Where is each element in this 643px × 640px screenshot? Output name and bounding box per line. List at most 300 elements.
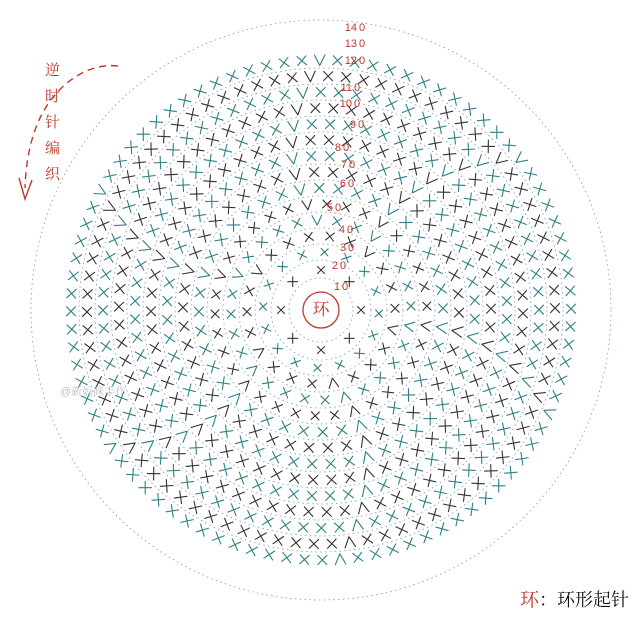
stitch-x (235, 172, 247, 184)
stitch-x (221, 518, 233, 530)
stitch-x (386, 282, 396, 292)
stitch-x (253, 129, 265, 141)
stitch-increase (481, 339, 494, 352)
stitch-x (150, 116, 163, 129)
stitch-increase (532, 389, 546, 403)
stitch-x (408, 357, 419, 368)
stitch-x (269, 157, 280, 168)
stitch-x (411, 444, 424, 457)
stitch-x (127, 468, 140, 481)
stitch-x (190, 166, 203, 179)
stitch-x (233, 488, 245, 500)
stitch-x (527, 358, 538, 369)
stitch-increase (93, 184, 108, 199)
stitch-x (236, 436, 248, 448)
stitch-x (145, 143, 158, 156)
stitch-x (449, 475, 462, 488)
stitch-x (436, 398, 449, 411)
stitch-x (304, 232, 313, 241)
stitch-x (371, 287, 380, 296)
stitch-x (279, 421, 290, 432)
stitch-x (200, 344, 211, 355)
legend-key: 环 (519, 590, 539, 611)
stitch-x (194, 307, 203, 316)
stitch-x (547, 267, 557, 277)
stitch-x (142, 170, 155, 183)
stitch-x (66, 307, 75, 316)
stitch-x (101, 341, 111, 351)
stitch-x (323, 443, 332, 452)
stitch-x (395, 472, 407, 484)
stitch-x (308, 379, 317, 388)
stitch-x (191, 144, 204, 157)
stitch-x (238, 525, 249, 536)
stitch-x (462, 258, 473, 269)
stitch-x (228, 289, 237, 298)
stitch-x (256, 237, 267, 248)
stitch-x (88, 409, 100, 421)
stitch-x (290, 473, 300, 483)
stitch-x (227, 70, 239, 82)
stitch-x (412, 231, 425, 244)
stitch-x (227, 219, 240, 232)
stitch-increase (420, 320, 431, 331)
stitch-increase (422, 172, 437, 187)
stitch-x (455, 240, 467, 252)
stitch-x (375, 310, 382, 317)
stitch-x (123, 408, 135, 420)
stitch-x (215, 233, 228, 246)
stitch-x (244, 98, 255, 109)
stitch-increase (153, 250, 167, 264)
stitch-x (135, 454, 148, 467)
stitch-x (153, 182, 166, 195)
stitch-x (543, 249, 554, 260)
stitch-x (237, 190, 250, 203)
stitch-x (506, 236, 517, 247)
stitch-x (97, 218, 109, 230)
stitch-x (308, 475, 317, 484)
stitch-x (211, 310, 219, 318)
stitch-increase (351, 519, 364, 532)
stitch-x (343, 489, 353, 499)
stitch-x (218, 164, 231, 177)
stitch-x (464, 415, 477, 428)
stitch-x (437, 186, 450, 199)
stitch-x (487, 437, 500, 450)
stitch-x (412, 517, 424, 529)
stitch-x (439, 420, 452, 433)
round-start-marker-9: 0 (358, 119, 365, 131)
stitch-x (117, 338, 127, 348)
stitch-x (195, 288, 205, 298)
stitch-x (517, 422, 529, 434)
stitch-x (502, 296, 511, 305)
round-start-marker-13: 0 (359, 38, 366, 50)
stitch-x (196, 326, 206, 336)
stitch-x (219, 144, 231, 156)
stitch-x (452, 429, 465, 442)
stitch-x (454, 308, 463, 317)
stitch-x (394, 172, 406, 184)
stitch-x (135, 259, 146, 270)
round-start-marker-10: 0 (354, 98, 361, 110)
stitch-x (181, 515, 193, 527)
stitch-x (106, 409, 118, 421)
stitch-x (251, 147, 263, 159)
stitch-x (483, 225, 495, 237)
stitch-x (531, 340, 541, 350)
stitch-x (403, 504, 415, 516)
stitch-x (518, 290, 528, 300)
stitch-x (245, 286, 255, 296)
stitch-increase (375, 216, 389, 230)
stitch-x (386, 98, 397, 109)
stitch-x (289, 489, 299, 499)
stitch-x (300, 555, 310, 565)
stitch-x (283, 204, 293, 214)
stitch-x (291, 358, 300, 367)
stitch-x (87, 201, 99, 213)
stitch-increase (361, 467, 375, 481)
round-start-marker-4: 0 (347, 224, 354, 236)
stitch-x (566, 322, 576, 332)
stitch-x (72, 359, 83, 370)
stitch-x (395, 262, 406, 273)
stitch-x (280, 520, 290, 530)
round-number-11: 11 (340, 82, 352, 94)
stitch-x (188, 357, 200, 369)
stitch-increase (466, 331, 479, 344)
stitch-x (353, 552, 363, 562)
stitch-increase (542, 405, 557, 420)
stitch-x (272, 401, 283, 412)
stitch-x (359, 267, 369, 277)
stitch-x (502, 314, 511, 323)
stitch-x (396, 524, 408, 536)
stitch-x (515, 391, 527, 403)
stitch-x (506, 200, 518, 212)
stitch-x (531, 269, 541, 279)
stitch-increase (339, 391, 351, 403)
stitch-increase (360, 484, 373, 497)
stitch-x (273, 344, 283, 354)
stitch-increase (286, 136, 299, 149)
stitch-x (92, 236, 103, 247)
stitch-x (220, 425, 233, 438)
stitch-x (465, 439, 478, 452)
stitch-x (261, 61, 272, 72)
stitch-x (194, 85, 206, 97)
stitch-x (183, 384, 195, 396)
stitch-increase (327, 377, 339, 389)
stitch-x (134, 213, 146, 225)
stitch-x (376, 78, 387, 89)
stitch-x (210, 77, 222, 89)
stitch-x (504, 466, 517, 479)
round-start-marker-12: 0 (359, 55, 366, 67)
stitch-x (538, 232, 549, 243)
stitch-x (115, 320, 125, 330)
stitch-x (315, 183, 324, 192)
stitch-x (158, 130, 171, 143)
stitch-x (123, 200, 135, 212)
stitch-x (377, 146, 389, 158)
stitch-x (391, 491, 403, 503)
stitch-x (564, 339, 574, 349)
round-number-3: 3 (339, 242, 346, 254)
stitch-increase (404, 320, 416, 332)
stitch-x (447, 383, 459, 395)
stitch-x (496, 259, 507, 270)
stitch-x (396, 373, 407, 384)
stitch-x (377, 263, 388, 274)
stitch-x (98, 306, 107, 315)
stitch-increase (232, 268, 245, 281)
stitch-x (307, 459, 317, 469)
stitch-x (490, 126, 503, 139)
round-number-14: 14 (344, 22, 357, 34)
stitch-x (410, 463, 422, 475)
stitch-x (255, 531, 266, 542)
stitch-x (146, 307, 155, 316)
stitch-x (378, 479, 390, 491)
stitch-x (67, 324, 77, 334)
stitch-x (496, 451, 509, 464)
stitch-x (196, 524, 208, 536)
center-ring-label: 环 (312, 300, 330, 319)
stitch-x (183, 225, 195, 237)
stitch-x (204, 453, 217, 466)
stitch-x (449, 200, 462, 213)
stitch-x (420, 282, 430, 292)
stitch-x (68, 271, 78, 281)
stitch-x (369, 194, 381, 206)
stitch-x (524, 198, 536, 210)
stitch-x (362, 534, 373, 545)
stitch-x (96, 425, 108, 437)
stitch-x (408, 483, 420, 495)
stitch-x (125, 372, 136, 383)
stitch-x (321, 396, 329, 404)
stitch-x (149, 269, 160, 280)
stitch-x (178, 94, 190, 106)
stitch-x (137, 128, 150, 141)
stitch-x (555, 233, 566, 244)
stitch-x (181, 132, 194, 145)
stitch-x (161, 377, 173, 389)
stitch-x (434, 486, 446, 498)
stitch-x (462, 143, 475, 156)
stitch-increase (408, 181, 423, 196)
stitch-x (375, 372, 386, 383)
stitch-x (469, 173, 482, 186)
stitch-x (272, 173, 283, 184)
stitch-x (276, 189, 287, 200)
stitch-increase (297, 87, 309, 99)
stitch-x (481, 267, 492, 278)
stitch-x (423, 194, 436, 207)
stitch-x (182, 339, 193, 350)
stitch-x (282, 553, 292, 563)
stitch-x (263, 377, 274, 388)
stitch-x (181, 476, 194, 489)
stitch-increase (356, 501, 369, 514)
stitch-x (423, 219, 436, 232)
stitch-x (243, 252, 254, 263)
stitch-x (180, 284, 190, 294)
stitch-x (534, 305, 543, 314)
stitch-x (229, 329, 239, 339)
stitch-x (325, 119, 334, 128)
stitch-x (165, 415, 178, 428)
stitch-increase (344, 536, 356, 548)
stitch-x (436, 284, 446, 294)
stitch-x (198, 230, 210, 242)
stitch-x (477, 114, 490, 127)
stitch-increase (302, 199, 313, 210)
stitch-x (325, 491, 334, 500)
rotation-direction-label (36, 58, 70, 188)
stitch-x (262, 93, 273, 104)
stitch-x (163, 296, 173, 306)
stitch-x (440, 441, 453, 454)
stitch-x (236, 347, 247, 358)
stitch-x (434, 234, 446, 246)
stitch-x (132, 423, 144, 435)
stitch-x (449, 270, 460, 281)
stitch-x (250, 495, 261, 506)
stitch-x (366, 398, 377, 409)
stitch-x (431, 378, 443, 390)
stitch-x (409, 162, 421, 174)
stitch-x (396, 454, 408, 466)
stitch-increase (228, 390, 244, 406)
stitch-x (369, 516, 380, 527)
stitch-x (307, 152, 317, 162)
stitch-x (253, 479, 265, 491)
stitch-x (193, 209, 206, 222)
stitch-x (451, 513, 463, 525)
stitch-x (403, 245, 414, 256)
stitch-x (533, 287, 543, 297)
stitch-x (549, 285, 559, 295)
stitch-x (218, 347, 229, 358)
stitch-x (381, 183, 393, 195)
stitch-x (297, 56, 307, 66)
stitch-x (130, 314, 139, 323)
stitch-x (288, 277, 298, 287)
stitch-x (285, 505, 295, 515)
stitch-x (261, 413, 273, 425)
round-number-2: 2 (331, 260, 338, 272)
stitch-x (83, 289, 93, 299)
stitch-x (258, 196, 270, 208)
stitch-x (542, 199, 554, 211)
stitch-x (419, 495, 431, 507)
stitch-x (475, 451, 488, 464)
stitch-x (550, 390, 562, 402)
stitch-x (398, 340, 409, 351)
stitch-x (441, 361, 453, 373)
stitch-x (233, 415, 246, 428)
stitch-x (115, 284, 125, 294)
stitch-x (385, 64, 396, 75)
stitch-x (436, 208, 449, 221)
stitch-increase (358, 434, 372, 448)
stitch-x (212, 532, 224, 544)
round-number-10: 10 (339, 98, 352, 110)
stitch-x (223, 252, 234, 263)
stitch-x (164, 277, 174, 287)
rotation-char-5: 织 (44, 166, 61, 183)
stitch-x (104, 358, 115, 369)
stitch-x (487, 410, 499, 422)
round-start-marker-8: 0 (343, 142, 350, 154)
stitch-x (318, 427, 327, 436)
stitch-x (378, 163, 390, 175)
stitch-x (236, 136, 248, 148)
stitch-x (228, 504, 240, 516)
stitch-x (243, 308, 251, 316)
stitch-x (443, 148, 456, 161)
stitch-x (386, 510, 397, 521)
stitch-x (204, 175, 217, 188)
stitch-x (549, 216, 561, 228)
stitch-x (306, 136, 316, 146)
stitch-x (264, 549, 275, 560)
stitch-x (207, 361, 219, 373)
stitch-x (515, 183, 527, 195)
stitch-x (118, 265, 129, 276)
stitch-increase (123, 438, 138, 453)
stitch-x (269, 75, 280, 86)
stitch-x (280, 387, 291, 398)
stitch-x (292, 218, 302, 228)
stitch-x (252, 445, 264, 457)
stitch-x (369, 93, 380, 104)
stitch-x (213, 329, 223, 339)
stitch-x (470, 374, 482, 386)
stitch-increase (294, 183, 307, 196)
stitch-x (472, 477, 485, 490)
stitch-x (139, 481, 152, 494)
stitch-x (490, 367, 502, 379)
stitch-x (155, 208, 167, 220)
stitch-x (535, 423, 547, 435)
stitch-x (391, 304, 399, 312)
stitch-x (190, 441, 203, 454)
stitch-x (507, 437, 520, 450)
stitch-x (291, 538, 301, 548)
stitch-increase (287, 120, 299, 132)
stitch-x (140, 367, 152, 379)
stitch-x (423, 474, 435, 486)
stitch-x (505, 168, 518, 181)
stitch-increase (513, 151, 528, 166)
stitch-x (372, 412, 384, 424)
stitch-increase (126, 229, 140, 243)
stitch-x (497, 423, 509, 435)
stitch-x (550, 321, 560, 331)
stitch-x (222, 201, 235, 214)
stitch-x (244, 65, 255, 76)
stitch-x (507, 407, 519, 419)
round-number-5: 5 (326, 202, 333, 214)
stitch-x (418, 112, 430, 124)
round-start-marker-14: 0 (359, 22, 366, 34)
stitch-increase (291, 103, 303, 115)
